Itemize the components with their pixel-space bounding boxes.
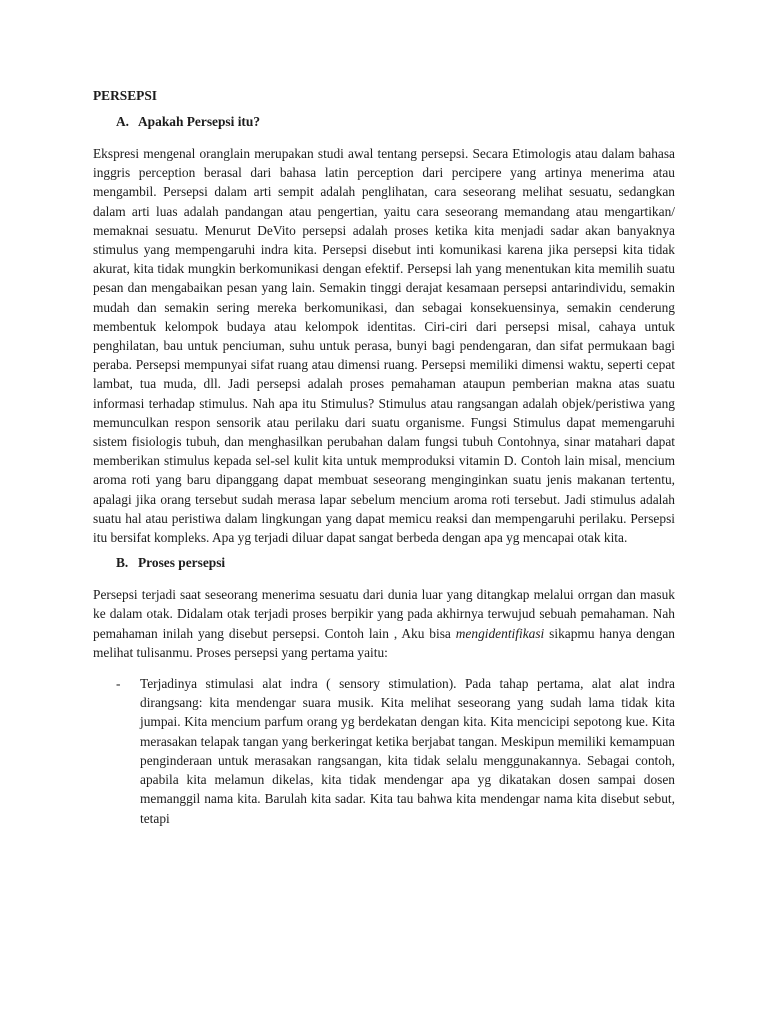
section-b-title: Proses persepsi bbox=[138, 555, 226, 571]
section-b-paragraph-italic: mengidentifikasi bbox=[455, 625, 545, 641]
section-b-paragraph bbox=[93, 585, 675, 662]
section-a-heading bbox=[93, 112, 675, 132]
document-title: PERSEPSI bbox=[93, 88, 157, 103]
document-body bbox=[93, 86, 675, 828]
list-item-text: Terjadinya stimulasi alat indra ( sensory stimulation). Pada tahap pertama, alat alat indra dirangsang: kita mendengar suara musik. Kita melihat seseorang yang sudah lama tidak kita jumpai. Kita mencium parfum orang yg berdekatan dengan kita. Kita mencicipi sepotong kue. Kita merasakan telapak tangan yang berkeringat ketika berjabat tangan. Meskipun memiliki kemampuan penginderaan untuk merasakan rangsangan, kita tidak selalu menggunakannya. Sebagai contoh, apabila kita melamun dikelas, kita tidak mendengar apa yg dikatakan dosen sampai dosen memanggil nama kita. Barulah kita sadar. Kita tau bahwa kita mendengar nama kita disebut sebut, tetapi bbox=[140, 676, 675, 826]
section-b-paragraph-end: sikapmu hanya dengan melihat tulisanmu. Proses persepsi yang pertama yaitu: bbox=[93, 625, 675, 660]
process-list bbox=[93, 674, 675, 828]
section-b-paragraph-start: Persepsi terjadi saat seseorang menerima sesuatu dari dunia luar yang ditangkap melalui orrgan dan masuk ke dalam otak. Didalam otak terjadi proses berpikir yang pada akhirnya terwujud sebuah pemahaman. Nah pemahaman inilah yang disebut persepsi. Contoh lain , Aku bisa bbox=[93, 587, 675, 641]
section-b-heading bbox=[93, 553, 675, 573]
section-a-title: Apakah Persepsi itu? bbox=[138, 114, 261, 129]
section-b-number: B. bbox=[116, 555, 129, 571]
section-a-paragraph: Ekspresi mengenal oranglain merupakan studi awal tentang persepsi. Secara Etimologis atau dalam bahasa inggris perception berasal dari bahasa latin perception dari percipere yang artinya menerima atau mengambil. Persepsi dalam arti sempit adalah penglihatan, cara seseorang melihat sesuatu, sedangkan dalam arti luas adalah pandangan atau pengertian, yaitu cara seseorang memandang atau mengartikan/ memaknai sesuatu. Menurut DeVito persepsi adalah proses ketika kita menjadi sadar akan banyaknya stimulus yang mempengaruhi indra kita. Persepsi disebut inti komunikasi karena jika persepsi kita tidak akurat, kita tidak mungkin berkomunikasi dengan efektif. Persepsi lah yang menentukan kita memilih suatu pesan dan mengabaikan pesan yang lain. Semakin tinggi derajat kesamaan persepsi antarindividu, semakin mudah dan semakin sering mereka berkomunikasi, dan sebagai konsekuensinya, semakin cenderung membentuk kelompok budaya atau kelompok identitas. Ciri-ciri dari persepsi misal, cahaya untuk penghilatan, bau untuk penciuman, suhu untuk perasa, bunyi bagi pendengaran, dan sifat permukaan bagi peraba. Persepsi mempunyai sifat ruang atau dimensi ruang. Persepsi memiliki dimensi waktu, seperti cepat lambat, tua muda, dll. Jadi persepsi adalah proses pemahaman ataupun pemberian makna atas suatu informasi terhadap stimulus. Nah apa itu Stimulus? Stimulus atau rangsangan adalah objek/peristiwa yang memunculkan respon sensorik atau perilaku dari suatu organisme. Fungsi Stimulus dapat memengaruhi sistem fisiologis tubuh, dan menghasilkan perubahan dalam fungsi tubuh Contohnya, sinar matahari dapat memberikan stimulus kepada sel-sel kulit kita untuk memproduksi vitamin D. Contoh lain misal, mencium aroma roti yang baru dipanggang dapat membuat seseorang menginginkan suatu jenis makanan tertentu, apalagi jika orang tersebut sudah merasa lapar sebelum mencium aroma roti tersebut. Jadi stimulus adalah suatu hal atau peristiwa dalam lingkungan yang dapat memicu reaksi dan mempengaruhi perilaku. Persepsi itu bersifat kompleks. Apa yg terjadi diluar dapat sangat berbeda dengan apa yg mencapai otak kita. bbox=[93, 146, 675, 546]
list-item bbox=[93, 674, 675, 828]
section-a-number: A. bbox=[116, 114, 130, 129]
bullet-marker: - bbox=[116, 676, 121, 692]
